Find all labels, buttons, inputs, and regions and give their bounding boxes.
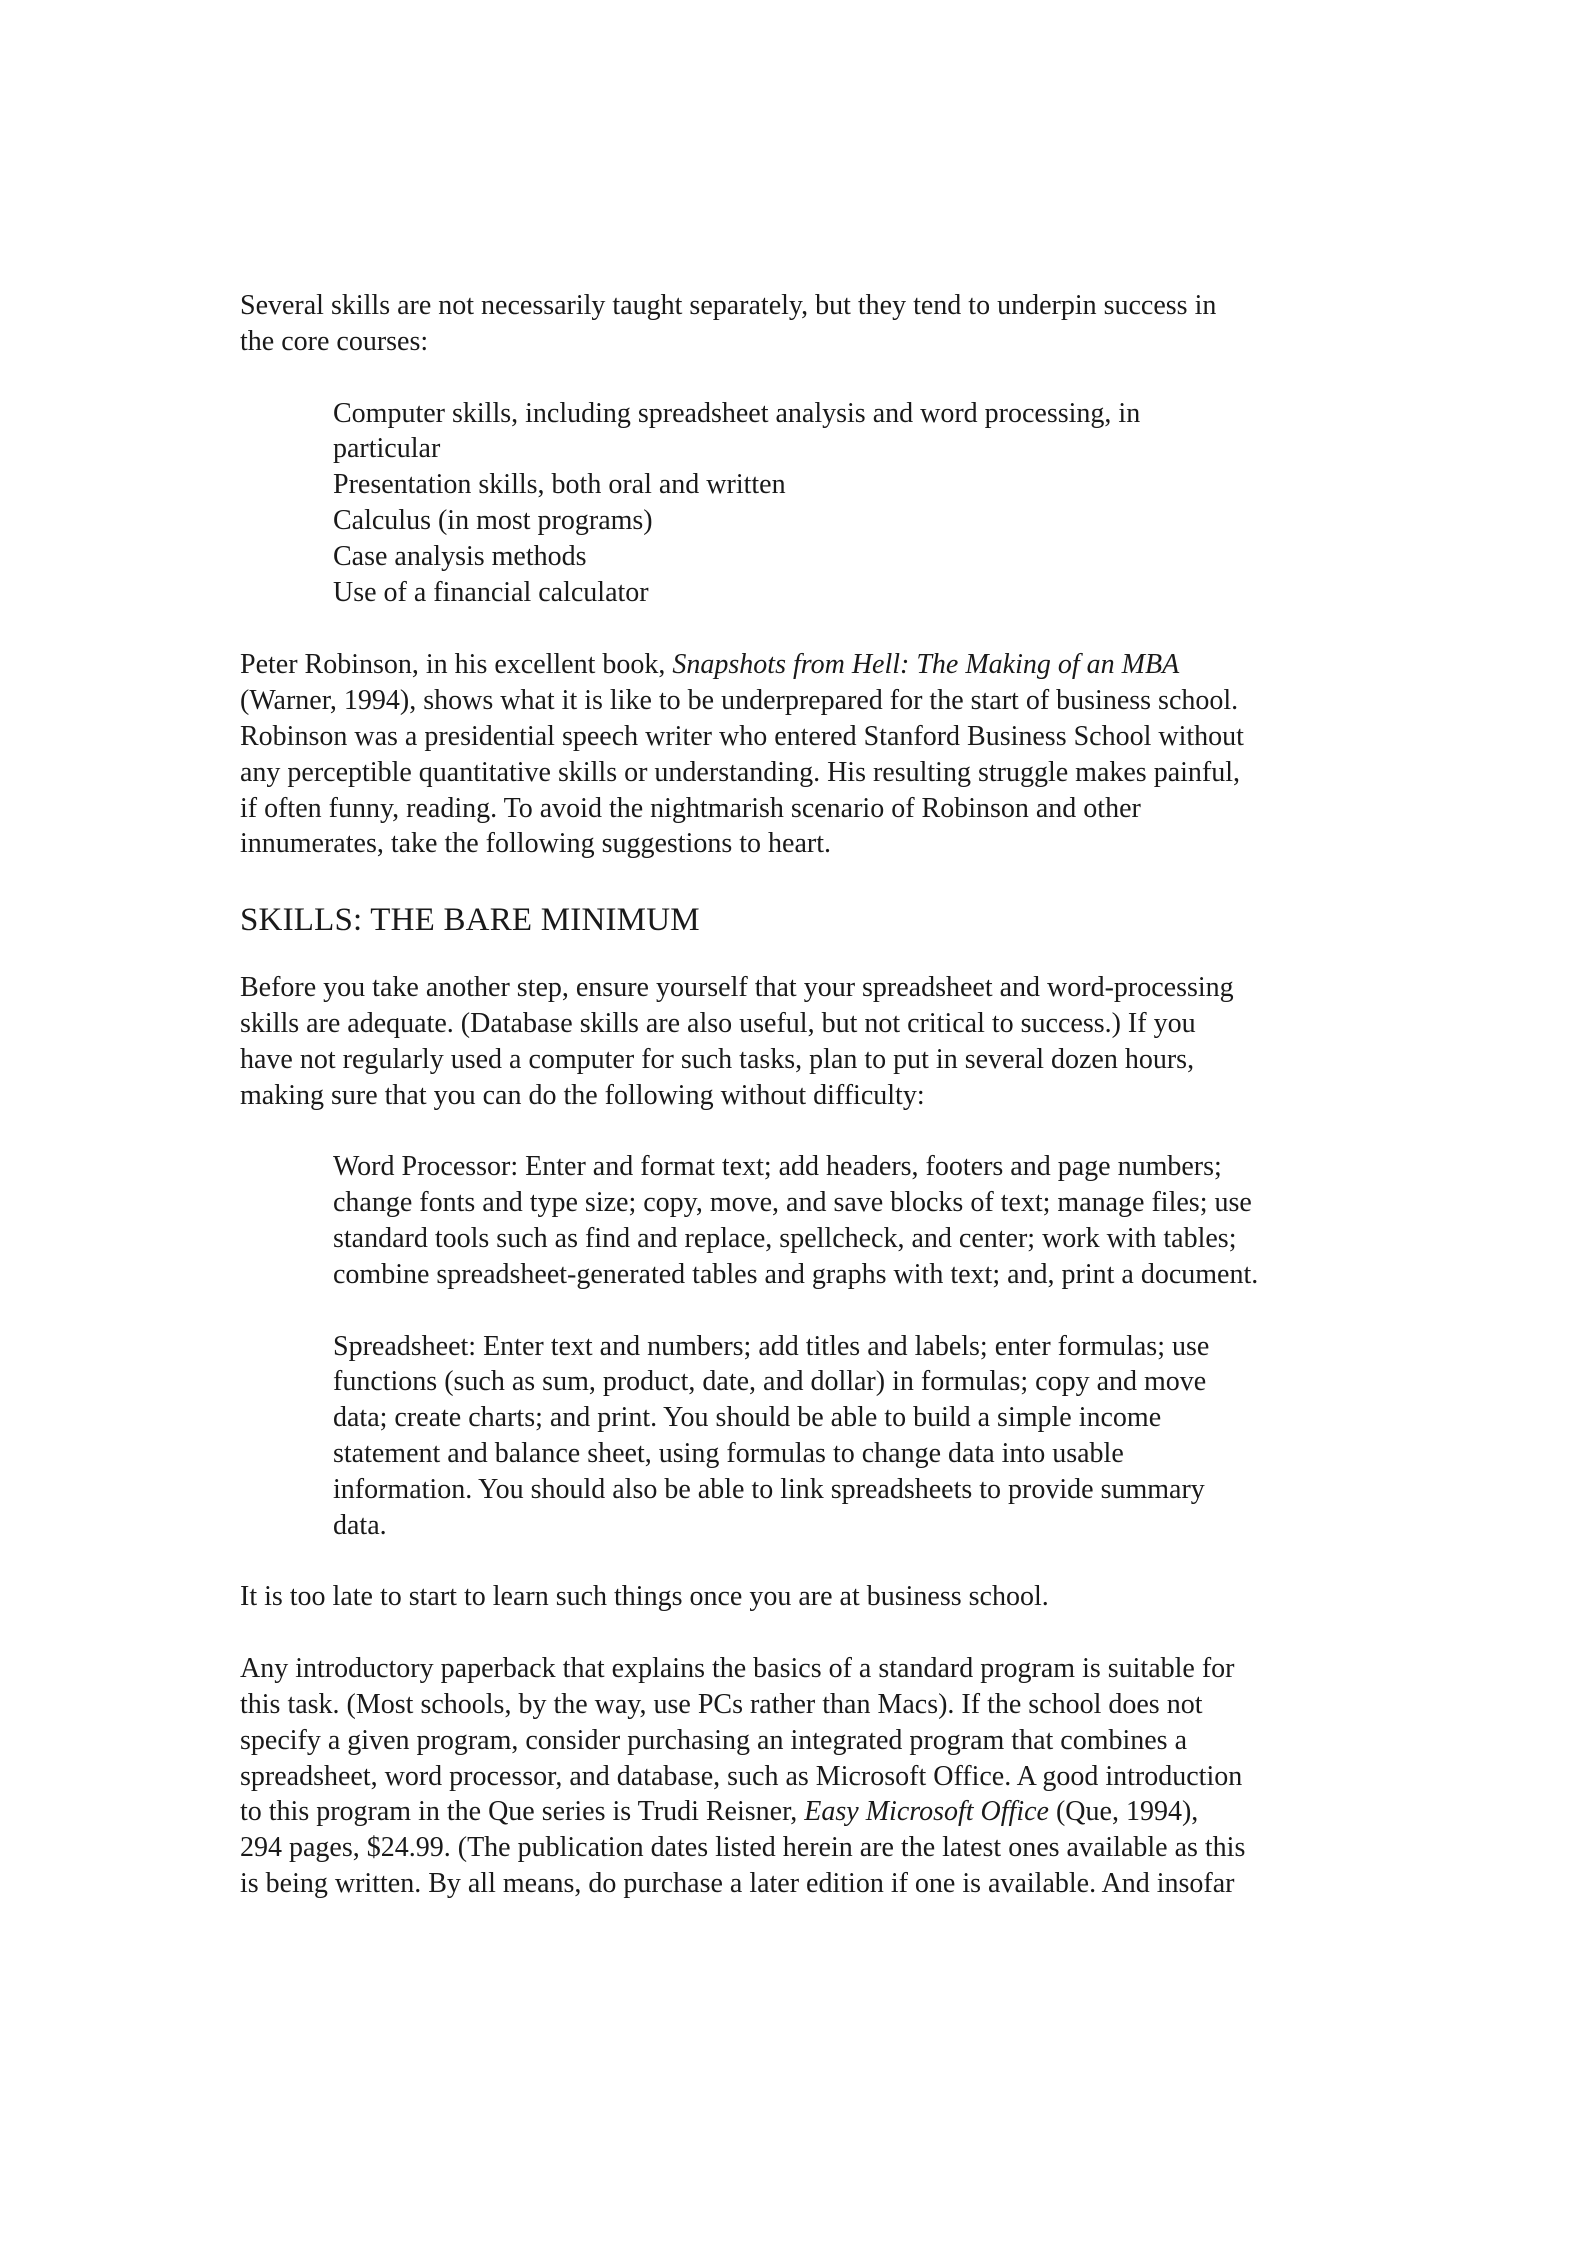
paperback-rest: (Que, 1994), 294 pages, $24.99. (The publication dates listed herein are the latest ones available as this is being written. By all means, do purchase a later edition if one is available. And insofar <box>240 1796 1246 1899</box>
robinson-lead: Peter Robinson, in his excellent book, <box>240 649 673 681</box>
intro-line-2: the core courses: <box>240 325 429 357</box>
intro-paragraph <box>240 288 1390 360</box>
skills-list-item: Case analysis methods <box>333 540 587 572</box>
word-processor-paragraph: Word Processor: Enter and format text; add headers, footers and page numbers; change fonts and type size; copy, move, and save blocks of text; manage files; use standard tools such as find and replace, spellcheck, and center; work with tables; combine spreadsheet-generated tables and graphs with text; and, print a document. <box>333 1151 1259 1290</box>
skills-list-item: Presentation skills, both oral and written <box>333 469 786 501</box>
robinson-book-title: Snapshots from Hell: The Making of an MBA <box>672 649 1180 681</box>
robinson-paragraph <box>240 647 1390 862</box>
too-late-paragraph: It is too late to start to learn such things once you are at business school. <box>240 1581 1049 1613</box>
paperback-paragraph <box>240 1651 1390 1902</box>
intro-line-1: Several skills are not necessarily taught separately, but they tend to underpin success in <box>240 290 1217 321</box>
skills-list-item: Use of a financial calculator <box>333 576 649 608</box>
skills-list-item: Calculus (in most programs) <box>333 504 653 536</box>
before-paragraph: Before you take another step, ensure yourself that your spreadsheet and word-processing skills are adequate. (Database skills are also useful, but not critical to success.) If you have not regularly used a computer for such tasks, plan to put in several dozen hours, making sure that you can do the following without difficulty: <box>240 972 1234 1111</box>
page-content <box>240 288 1390 1902</box>
robinson-rest: (Warner, 1994), shows what it is like to be underprepared for the start of business school. Robinson was a presidential speech writer who entered Stanford Business School without any perceptible quantitative skills or understanding. His resulting struggle makes painful, if often funny, reading. To avoid the nightmarish scenario of Robinson and other innumerates, take the following suggestions to heart. <box>240 685 1244 860</box>
paperback-book-title: Easy Microsoft Office <box>804 1796 1049 1828</box>
skills-list-item: Computer skills, including spreadsheet analysis and word processing, in particular <box>333 397 1141 465</box>
paperback-lead: Any introductory paperback that explains the basics of a standard program is suitable for this task. (Most schools, by the way, use PCs rather than Macs). If the school does not specify a given program, consider purchasing an integrated program that combines a spreadsheet, word processor, and database, such as Microsoft Office. A good introduction to this program in the Que series is Trudi Reisner, <box>240 1653 1243 1828</box>
spreadsheet-paragraph: Spreadsheet: Enter text and numbers; add titles and labels; enter formulas; use functions (such as sum, product, date, and dollar) in formulas; copy and move data; create charts; and print. You should be able to build a simple income statement and balance sheet, using formulas to change data into usable information. You should also be able to link spreadsheets to provide summary data. <box>333 1330 1210 1541</box>
skills-list <box>240 396 1390 611</box>
section-heading: SKILLS: THE BARE MINIMUM <box>240 902 700 939</box>
